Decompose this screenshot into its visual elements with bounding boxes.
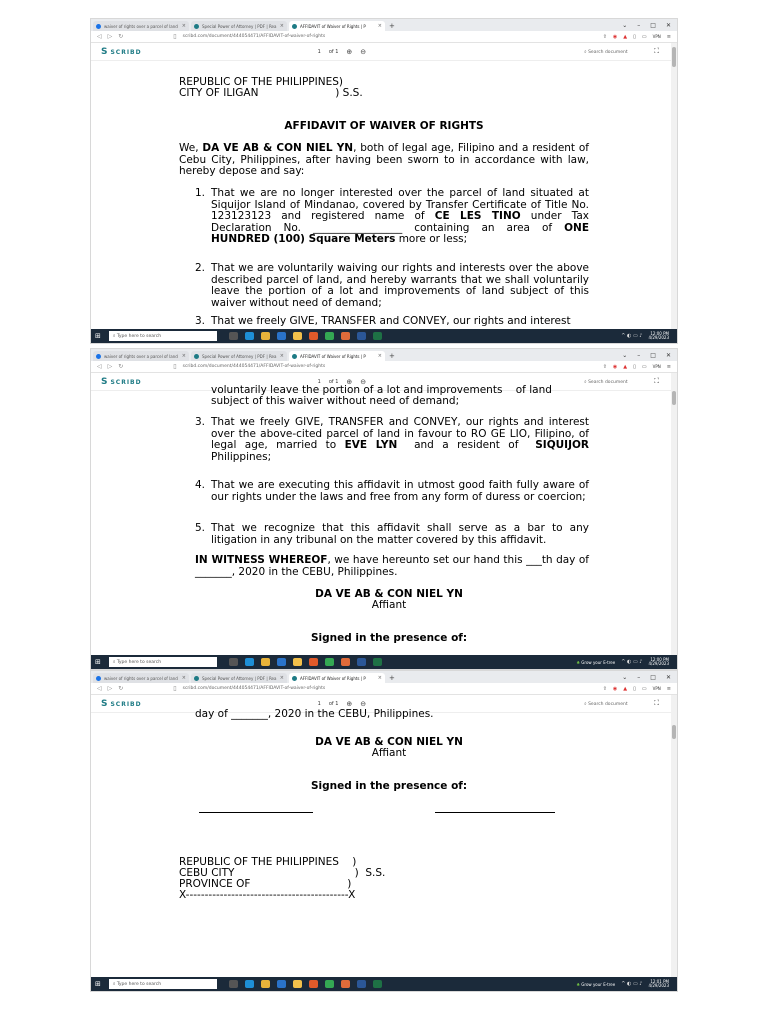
page-navigator xyxy=(318,700,367,708)
taskbar xyxy=(91,977,677,991)
url-field[interactable]: scribd.com/document/444054471/AFFIDAVIT-of-waiver-of-rights xyxy=(182,34,326,39)
word-icon[interactable] xyxy=(357,980,366,988)
search-document-input[interactable]: ⌕ Search document xyxy=(584,701,628,707)
taskbar xyxy=(91,329,677,343)
extensions xyxy=(603,686,677,692)
alert-icon[interactable]: ▲ xyxy=(623,33,628,40)
page-input[interactable]: 1 xyxy=(317,700,321,707)
edge-icon[interactable] xyxy=(245,658,254,666)
tab-affidavit[interactable]: AFFIDAVIT of Waiver of Rights | P × xyxy=(289,21,385,31)
google-icon xyxy=(96,354,101,359)
new-tab-button[interactable]: + xyxy=(389,674,395,682)
search-icon: ⌕ xyxy=(112,982,116,987)
close-icon[interactable]: × xyxy=(181,353,186,359)
list-item-continuation: voluntarily leave the portion of a lot and improvements of land xyxy=(211,384,552,396)
shield-icon[interactable]: ◉ xyxy=(612,363,618,370)
minimize-icon[interactable]: – xyxy=(637,21,641,29)
signed-presence: Signed in the presence of: xyxy=(310,632,468,644)
forward-icon[interactable]: ▷ xyxy=(107,685,113,692)
sidebar-icon[interactable]: ▯ xyxy=(633,363,636,370)
tab-special-power[interactable]: Special Power of Attorney | PDF | Rea × xyxy=(191,351,287,361)
search-document-input[interactable]: ⌕ Search document xyxy=(584,49,628,55)
reload-icon[interactable]: ↻ xyxy=(118,685,124,692)
scribd-icon xyxy=(292,24,297,29)
files-icon[interactable] xyxy=(293,980,302,988)
witness-signature-line xyxy=(199,812,313,813)
address-bar xyxy=(91,361,677,373)
close-window-icon[interactable]: ✕ xyxy=(665,21,671,29)
minimize-icon[interactable]: – xyxy=(637,351,641,359)
chevron-down-icon[interactable]: ⌄ xyxy=(622,351,628,359)
scribd-logo[interactable]: SSCRIBD xyxy=(101,46,142,57)
word-icon[interactable] xyxy=(357,658,366,666)
zoom-in-icon[interactable]: ⊕ xyxy=(346,699,353,708)
document-page: REPUBLIC OF THE PHILIPPINES) CITY OF ILIGAN ) S.S. AFFIDAVIT OF WAIVER OF RIGHTS We, DA VE AB & CON NIEL YN, both of legal age, Filipino and a resident of Cebu City, Philippines, after having been sworn to in accordance with law, hereby depose and say: 1. That we are no longer interested over the parcel of land situated at Siquijor Island of Mindanao, covered by Transfer Certificate of Title No. 123123123 and registered name of CE LES TINO under Tax Declaration No. _________________ containing an area of ONE HUNDRED (100) Square Meters more or less; 2. That we are voluntarily waiving our rights and interests over the above described parcel of land, and hereby warrants that we shall voluntarily leave the portion of a lot and improvements of land subject of this waiver without need of demand; 3. That we freely GIVE, TRANSFER and CONVEY, our rights and interest xyxy=(179,76,590,327)
affiant-label: Affiant xyxy=(371,747,407,759)
zoom-out-icon[interactable]: ⊖ xyxy=(360,47,367,56)
close-window-icon[interactable]: ✕ xyxy=(665,673,671,681)
close-window-icon[interactable]: ✕ xyxy=(665,351,671,359)
windows-start-icon[interactable]: ⊞ xyxy=(95,332,101,340)
wallet-icon[interactable]: ▭ xyxy=(641,685,647,692)
close-icon[interactable]: × xyxy=(377,675,382,681)
clock[interactable]: 12:00 PM 4/29/2023 xyxy=(648,656,669,666)
system-tray-icons[interactable]: ^ ◐ ▭ ♪ xyxy=(621,981,643,987)
screenshot-3 xyxy=(90,670,678,992)
browser-tab-bar xyxy=(91,671,677,683)
sidebar-icon[interactable]: ▯ xyxy=(633,685,636,692)
tab-affidavit[interactable]: AFFIDAVIT of Waiver of Rights | P × xyxy=(289,351,385,361)
excel-icon[interactable] xyxy=(373,658,382,666)
taskbar-apps xyxy=(229,980,382,988)
caption-line: REPUBLIC OF THE PHILIPPINES) xyxy=(179,76,343,88)
witness-continuation: day of _______, 2020 in the CEBU, Philippines. xyxy=(195,708,434,720)
zoom-in-icon[interactable]: ⊕ xyxy=(346,377,353,386)
tab-waiver-search[interactable]: waiver of rights over a parcel of land × xyxy=(93,351,189,361)
jurat-line: REPUBLIC OF THE PHILIPPINES ) xyxy=(179,856,357,868)
forward-icon[interactable]: ▷ xyxy=(107,363,113,370)
search-icon: ⌕ xyxy=(584,379,587,385)
store-icon[interactable] xyxy=(277,980,286,988)
browser-tab-bar xyxy=(91,19,677,31)
window-controls xyxy=(622,671,677,683)
vpn-button[interactable]: VPN xyxy=(652,364,661,369)
brave-icon[interactable] xyxy=(309,658,318,666)
windows-start-icon[interactable]: ⊞ xyxy=(95,980,101,988)
scribd-s-icon: S xyxy=(101,46,109,57)
files-icon[interactable] xyxy=(293,332,302,340)
witness-paragraph: IN WITNESS WHEREOF, we have hereunto set our hand this ___th day of _______, 2020 in the CEBU, Philippines. xyxy=(195,554,589,578)
close-icon[interactable]: × xyxy=(279,675,284,681)
back-icon[interactable]: ◁ xyxy=(97,685,102,692)
brave-icon[interactable] xyxy=(309,980,318,988)
grow-e-tree-widget[interactable]: ♣ Grow your E-tree xyxy=(576,659,616,665)
excel-icon[interactable] xyxy=(373,332,382,340)
forward-icon[interactable]: ▷ xyxy=(107,33,113,40)
maximize-icon[interactable]: □ xyxy=(650,673,656,681)
scribd-toolbar xyxy=(91,43,677,61)
scrollbar-thumb[interactable] xyxy=(672,47,676,67)
plant-icon: ♣ xyxy=(576,981,581,987)
search-icon: ⌕ xyxy=(584,49,587,55)
tab-waiver-search[interactable]: waiver of rights over a parcel of land × xyxy=(93,21,189,31)
system-tray-icons[interactable]: ^ ◐ ▭ ♪ xyxy=(621,333,643,339)
scrollbar[interactable] xyxy=(671,43,677,329)
witness-signature-line xyxy=(435,812,555,813)
document-page xyxy=(179,708,599,1013)
scribd-s-icon: S xyxy=(101,698,109,709)
browser-tab-bar xyxy=(91,349,677,361)
store-icon[interactable] xyxy=(277,332,286,340)
document-view xyxy=(91,61,671,329)
intro-paragraph: We, DA VE AB & CON NIEL YN, both of legal age, Filipino and a resident of Cebu City, Philippines, after having been sworn to in accordance with law, hereby depose and say: xyxy=(179,142,590,177)
search-document-input[interactable]: ⌕ Search document xyxy=(584,379,628,385)
screenshot-2 xyxy=(90,348,678,670)
photos-icon[interactable] xyxy=(341,980,350,988)
clock[interactable]: 12:01 PM 4/29/2023 xyxy=(648,978,669,988)
page-of-label: of 1 xyxy=(328,700,339,707)
chrome-icon[interactable] xyxy=(325,980,334,988)
files-icon[interactable] xyxy=(293,658,302,666)
photos-icon[interactable] xyxy=(341,332,350,340)
taskbar-apps xyxy=(229,332,382,340)
screenshot-1 xyxy=(90,18,678,344)
share-icon[interactable]: ⇪ xyxy=(602,33,607,40)
google-icon xyxy=(96,24,101,29)
photos-icon[interactable] xyxy=(341,658,350,666)
extensions xyxy=(603,34,677,40)
reload-icon[interactable]: ↻ xyxy=(118,363,124,370)
brave-icon[interactable] xyxy=(309,332,318,340)
list-item-continuation: subject of this waiver without need of demand; xyxy=(211,395,460,407)
address-bar xyxy=(91,683,677,695)
taskbar xyxy=(91,655,677,669)
google-icon xyxy=(96,676,101,681)
new-tab-button[interactable]: + xyxy=(389,352,395,360)
taskbar-apps xyxy=(229,658,382,666)
file-explorer-icon[interactable] xyxy=(261,980,270,988)
document-view xyxy=(91,708,671,977)
jurat-line: PROVINCE OF ) xyxy=(179,878,352,890)
file-explorer-icon[interactable] xyxy=(261,332,270,340)
vpn-button[interactable]: VPN xyxy=(652,34,661,39)
close-icon[interactable]: × xyxy=(279,23,284,29)
page-of-label: of 1 xyxy=(328,48,339,55)
windows-start-icon[interactable]: ⊞ xyxy=(95,658,101,666)
close-icon[interactable]: × xyxy=(279,353,284,359)
window-controls xyxy=(622,19,677,31)
task-view-icon[interactable] xyxy=(229,332,238,340)
file-explorer-icon[interactable] xyxy=(261,658,270,666)
chevron-down-icon[interactable]: ⌄ xyxy=(622,673,628,681)
document-view xyxy=(91,384,671,655)
scribd-icon xyxy=(194,676,199,681)
scribd-icon xyxy=(292,354,297,359)
edge-icon[interactable] xyxy=(245,980,254,988)
maximize-icon[interactable]: □ xyxy=(650,351,656,359)
menu-icon[interactable]: ≡ xyxy=(666,685,671,692)
alert-icon[interactable]: ▲ xyxy=(623,685,628,692)
alert-icon[interactable]: ▲ xyxy=(623,363,628,370)
task-view-icon[interactable] xyxy=(229,980,238,988)
taskbar-search-input[interactable]: ⌕ Type here to search xyxy=(109,979,217,989)
zoom-in-icon[interactable]: ⊕ xyxy=(346,47,353,56)
search-icon: ⌕ xyxy=(584,701,587,707)
caption-line: CITY OF ILIGAN ) S.S. xyxy=(179,87,363,99)
scribd-logo[interactable]: SSCRIBD xyxy=(101,376,142,387)
jurat-line: CEBU CITY ) S.S. xyxy=(179,867,386,879)
wallet-icon[interactable]: ▭ xyxy=(641,33,647,40)
grow-e-tree-widget[interactable]: ♣ Grow your E-tree xyxy=(576,981,616,987)
back-icon[interactable]: ◁ xyxy=(97,363,102,370)
chrome-icon[interactable] xyxy=(325,658,334,666)
page-navigator xyxy=(318,48,367,56)
scribd-s-icon: S xyxy=(101,376,109,387)
document-title: AFFIDAVIT OF WAIVER OF RIGHTS xyxy=(284,120,484,132)
tab-special-power[interactable]: Special Power of Attorney | PDF | Rea × xyxy=(191,673,287,683)
fullscreen-icon[interactable]: ⛶ xyxy=(654,377,659,385)
shield-icon[interactable]: ◉ xyxy=(612,33,618,40)
excel-icon[interactable] xyxy=(373,980,382,988)
wallet-icon[interactable]: ▭ xyxy=(641,363,647,370)
bookmark-icon[interactable]: ▯ xyxy=(173,33,177,40)
extensions xyxy=(603,364,677,370)
vpn-button[interactable]: VPN xyxy=(652,686,661,691)
scribd-logo[interactable]: SSCRIBD xyxy=(101,698,142,709)
address-bar xyxy=(91,31,677,43)
scrollbar[interactable] xyxy=(671,373,677,655)
url-field[interactable]: scribd.com/document/444054471/AFFIDAVIT-of-waiver-of-rights xyxy=(182,364,326,369)
menu-icon[interactable]: ≡ xyxy=(666,363,671,370)
page-input[interactable]: 1 xyxy=(317,378,321,385)
scribd-icon xyxy=(194,24,199,29)
close-icon[interactable]: × xyxy=(377,23,382,29)
signed-presence: Signed in the presence of: xyxy=(310,780,468,792)
document-page: voluntarily leave the portion of a lot and improvements of land subject of this waiver without need of demand; 3. That we freely GIVE, TRANSFER and CONVEY, our rights and interest over the above-cited parcel of land in favour to RO GE LIO, Filipino, of legal age, married to EVE LYN and a resident of SIQUIJOR Philippines; 4. That we are executing this affidavit in utmost good faith fully aware of our rights under the laws and free from any form of duress or coercion; 5. That we recognize that this affidavit shall serve as a bar to any litigation in any tribunal on the matter covered by this affidavit. IN WITNESS WHEREOF, we have hereunto set our hand this ___th day of _______, 2020 in the CEBU, Philippines. DA VE AB & CON NIEL YN Affiant Signed in the presence of: xyxy=(179,385,599,705)
taskbar-search-input[interactable]: ⌕ Type here to search xyxy=(109,331,217,341)
chrome-icon[interactable] xyxy=(325,332,334,340)
search-icon: ⌕ xyxy=(112,660,116,665)
affiant-label: Affiant xyxy=(371,599,407,611)
taskbar-search-input[interactable]: ⌕ Type here to search xyxy=(109,657,217,667)
window-controls xyxy=(622,349,677,361)
tab-affidavit[interactable]: AFFIDAVIT of Waiver of Rights | P × xyxy=(289,673,385,683)
store-icon[interactable] xyxy=(277,658,286,666)
page-of-label: of 1 xyxy=(328,378,339,385)
scrollbar-thumb[interactable] xyxy=(672,725,676,739)
back-icon[interactable]: ◁ xyxy=(97,33,102,40)
scribd-icon xyxy=(292,676,297,681)
minimize-icon[interactable]: – xyxy=(637,673,641,681)
reload-icon[interactable]: ↻ xyxy=(118,33,124,40)
affiant-names: DA VE AB & CON NIEL YN xyxy=(315,588,463,600)
shield-icon[interactable]: ◉ xyxy=(612,685,618,692)
chevron-down-icon[interactable]: ⌄ xyxy=(622,21,628,29)
scrollbar-thumb[interactable] xyxy=(672,391,676,405)
word-icon[interactable] xyxy=(357,332,366,340)
system-tray-icons[interactable]: ^ ◐ ▭ ♪ xyxy=(621,659,643,665)
plant-icon: ♣ xyxy=(576,659,581,665)
search-icon: ⌕ xyxy=(112,334,116,339)
jurat-line: X-------------------------------------------X xyxy=(179,889,356,901)
url-field[interactable]: scribd.com/document/444054471/AFFIDAVIT-of-waiver-of-rights xyxy=(182,686,326,691)
tab-waiver-search[interactable]: waiver of rights over a parcel of land × xyxy=(93,673,189,683)
affiant-names: DA VE AB & CON NIEL YN xyxy=(315,736,463,748)
maximize-icon[interactable]: □ xyxy=(650,21,656,29)
zoom-out-icon[interactable]: ⊖ xyxy=(360,699,367,708)
bookmark-icon[interactable]: ▯ xyxy=(173,363,177,370)
bookmark-icon[interactable]: ▯ xyxy=(173,685,177,692)
fullscreen-icon[interactable]: ⛶ xyxy=(654,47,659,55)
scribd-icon xyxy=(194,354,199,359)
new-tab-button[interactable]: + xyxy=(389,22,395,30)
page-input[interactable]: 1 xyxy=(317,48,321,55)
tab-special-power[interactable]: Special Power of Attorney | PDF | Rea × xyxy=(191,21,287,31)
close-icon[interactable]: × xyxy=(181,23,186,29)
share-icon[interactable]: ⇪ xyxy=(602,685,607,692)
zoom-out-icon[interactable]: ⊖ xyxy=(360,377,367,386)
clock[interactable]: 12:00 PM 4/29/2023 xyxy=(648,330,669,340)
scrollbar[interactable] xyxy=(671,695,677,977)
edge-icon[interactable] xyxy=(245,332,254,340)
close-icon[interactable]: × xyxy=(181,675,186,681)
task-view-icon[interactable] xyxy=(229,658,238,666)
share-icon[interactable]: ⇪ xyxy=(602,363,607,370)
fullscreen-icon[interactable]: ⛶ xyxy=(654,699,659,707)
menu-icon[interactable]: ≡ xyxy=(666,33,671,40)
sidebar-icon[interactable]: ▯ xyxy=(633,33,636,40)
close-icon[interactable]: × xyxy=(377,353,382,359)
